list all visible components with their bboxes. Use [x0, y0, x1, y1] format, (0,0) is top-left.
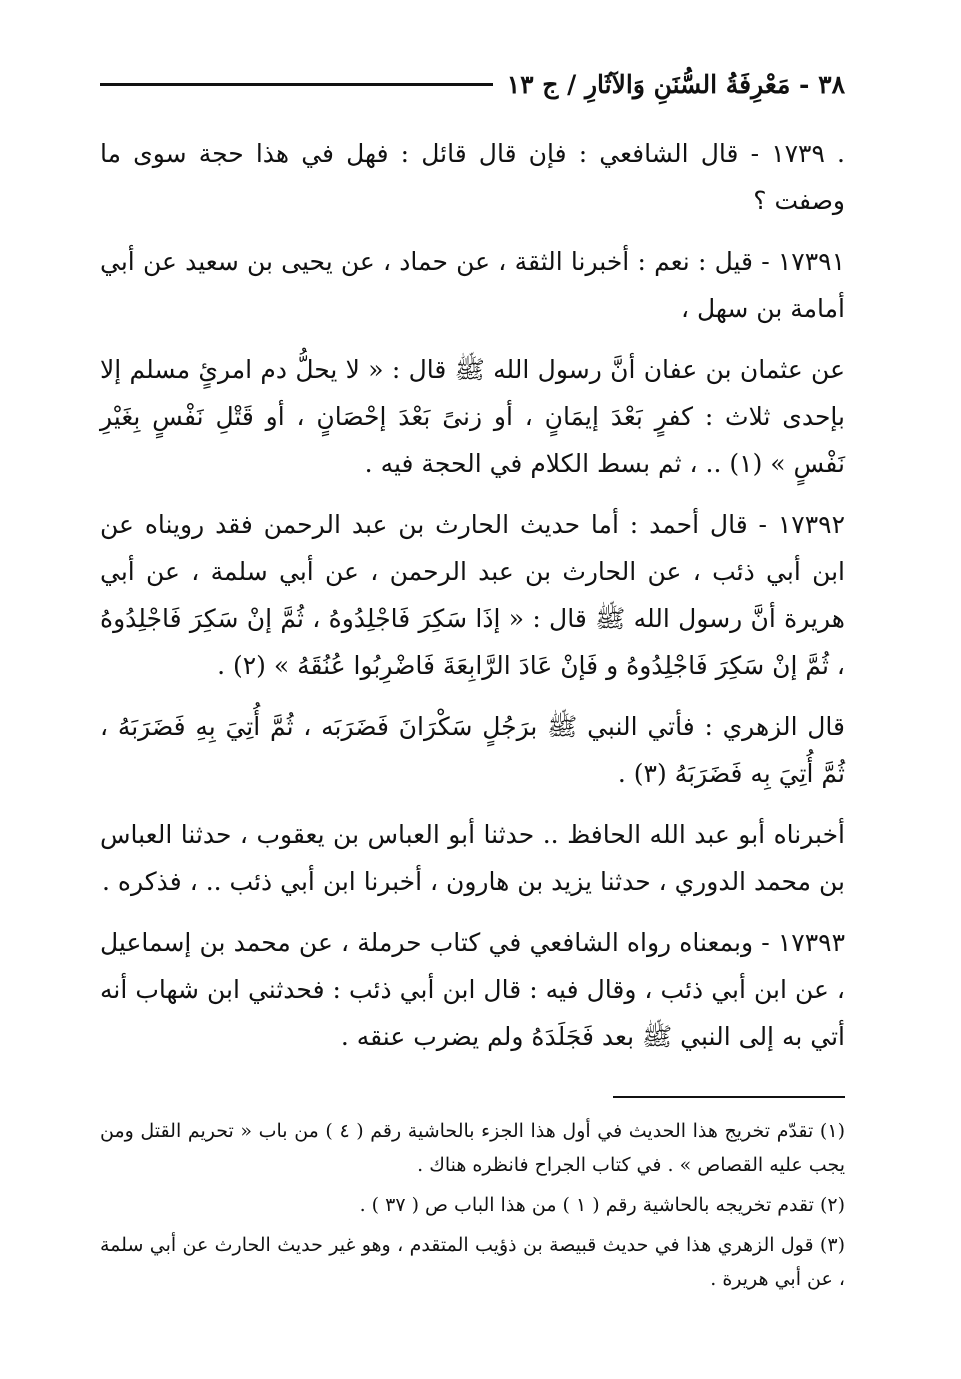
- footnote-1: (١) تقدّم تخريج هذا الحديث في أول هذا الجزء بالحاشية رقم ( ٤ ) من باب « تحريم القتل ومن يجب عليه القصاص » . في كتاب الجراح فانظره هناك .: [100, 1120, 845, 1176]
- paragraph-hadith-uthman: عن عثمان بن عفان أنَّ رسول الله ﷺ قال : « لا يحلُّ دم امرئٍ مسلم إلا بإحدى ثلاث : كفرٍ بَعْدَ إيمَانٍ ، أو زنىً بَعْدَ إحْصَانٍ ، أو قَتْلِ نَفْسٍ بِغَيْرِ نَفْسٍ » (١) .. ، ثم بسط الكلام في الحجة فيه .: [100, 355, 845, 478]
- footnote-3: (٣) قول الزهري هذا في حديث قبيصة بن ذؤيب المتقدم ، وهو غير حديث الحارث عن أبي سلمة ، عن أبي هريرة .: [100, 1234, 845, 1290]
- main-text: [100, 130, 845, 1060]
- running-head: ٣٨ - مَعْرِفَةُ السُّنَنِ وَالآثَارِ / ج ١٣: [506, 69, 845, 99]
- paragraph-17391: ١٧٣٩١ - قيل : نعم : أخبرنا الثقة ، عن حماد ، عن يحيى بن سعيد عن أبي أمامة بن سهل ،: [100, 247, 845, 323]
- paragraph-zuhri: قال الزهري : فأتي النبي ﷺ برَجُلٍ سَكْرَانَ فَضَرَبَه ، ثُمَّ أُتِيَ بِهِ فَضَرَبَهُ ، ثُمَّ أُتِيَ بِه فَضَرَبَهُ (٣) .: [100, 712, 845, 788]
- book-page: [100, 60, 845, 1360]
- header-rule: [100, 83, 493, 86]
- paragraph-1739: . ١٧٣٩ - قال الشافعي : فإن قال قائل : فهل في هذا حجة سوى ما وصفت ؟: [100, 139, 845, 215]
- footnotes: [100, 1096, 845, 1296]
- footnote-separator: [613, 1096, 845, 1098]
- paragraph-17392: ١٧٣٩٢ - قال أحمد : أما حديث الحارث بن عبد الرحمن فقد رويناه عن ابن أبي ذئب ، عن الحارث بن عبد الرحمن ، عن أبي سلمة ، عن أبي هريرة أنَّ رسول الله ﷺ قال : « إذَا سَكِرَ فَاجْلِدُوهُ ، ثُمَّ إنْ سَكِرَ فَاجْلِدُوهُ ، ثُمَّ إنْ سَكِرَ فَاجْلِدُوهُ و فَإنْ عَادَ الرَّابِعَةَ فَاضْرِبُوا عُنُقَهُ » (٢) .: [100, 510, 845, 680]
- footnote-2: (٢) تقدم تخريجه بالحاشية رقم ( ١ ) من هذا الباب ص ( ٣٧ ) .: [359, 1194, 845, 1216]
- page-header: [100, 60, 845, 108]
- paragraph-isnad: أخبرناه أبو عبد الله الحافظ .. حدثنا أبو العباس بن يعقوب ، حدثنا العباس بن محمد الدوري ، حدثنا يزيد بن هارون ، أخبرنا ابن أبي ذئب .. ، فذكره .: [100, 820, 845, 896]
- paragraph-17393: ١٧٣٩٣ - وبمعناه رواه الشافعي في كتاب حرملة ، عن محمد بن إسماعيل ، عن ابن أبي ذئب ، وقال فيه : قال ابن أبي ذئب : فحدثني ابن شهاب أنه أتي به إلى النبي ﷺ بعد فَجَلَدَهُ ولم يضرب عنقه .: [100, 928, 845, 1051]
